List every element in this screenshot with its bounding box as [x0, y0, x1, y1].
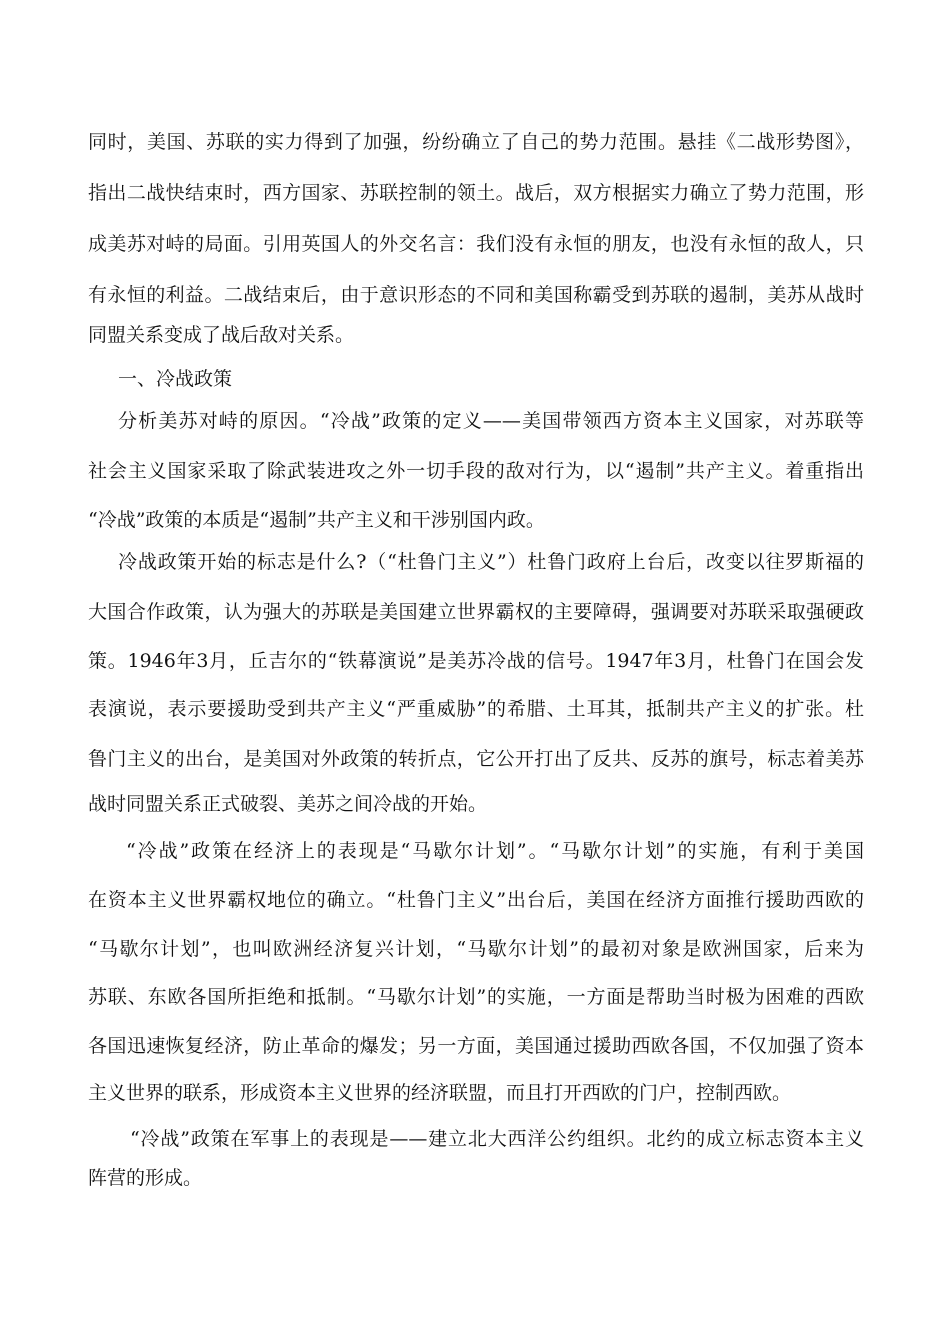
text-line: 策。1946年3月，丘吉尔的“铁幕演说”是美苏冷战的信号。1947年3月，杜鲁门在国会发 [88, 650, 864, 672]
text-line: 分析美苏对峙的原因。“冷战”政策的定义——美国带领西方资本主义国家，对苏联等 [118, 410, 864, 432]
text-line: 阵营的形成。 [88, 1167, 203, 1189]
text-line: 成美苏对峙的局面。引用英国人的外交名言：我们没有永恒的朋友，也没有永恒的敌人，只 [88, 233, 864, 255]
text-line: 同盟关系变成了战后敌对关系。 [88, 324, 355, 346]
text-line: “马歇尔计划”，也叫欧洲经济复兴计划，“马歇尔计划”的最初对象是欧洲国家，后来为 [88, 938, 864, 960]
text-line: 同时，美国、苏联的实力得到了加强，纷纷确立了自己的势力范围。悬挂《二战形势图》， [88, 131, 864, 153]
text-line: 有永恒的利益。二战结束后，由于意识形态的不同和美国称霸受到苏联的遏制，美苏从战时 [88, 284, 864, 306]
text-line: 社会主义国家采取了除武装进攻之外一切手段的敌对行为，以“遏制”共产主义。着重指出 [88, 460, 864, 482]
text-line: 苏联、东欧各国所拒绝和抵制。“马歇尔计划”的实施，一方面是帮助当时极为困难的西欧 [88, 986, 864, 1008]
text-line: 表演说，表示要援助受到共产主义“严重威胁”的希腊、土耳其，抵制共产主义的扩张。杜 [88, 698, 864, 720]
text-line: 主义世界的联系，形成资本主义世界的经济联盟，而且打开西欧的门户，控制西欧。 [88, 1082, 792, 1104]
section-heading: 一、冷战政策 [118, 368, 233, 390]
text-line: “冷战”政策在军事上的表现是——建立北大西洋公约组织。北约的成立标志资本主义 [130, 1128, 864, 1150]
text-line: 冷战政策开始的标志是什么?（“杜鲁门主义”）杜鲁门政府上台后，改变以往罗斯福的 [118, 551, 864, 573]
text-line: “冷战”政策在经济上的表现是“马歇尔计划”。“马歇尔计划”的实施，有利于美国 [126, 840, 864, 862]
text-line: 在资本主义世界霸权地位的确立。“杜鲁门主义”出台后，美国在经济方面推行援助西欧的 [88, 889, 864, 911]
text-line: 各国迅速恢复经济，防止革命的爆发；另一方面，美国通过援助西欧各国，不仅加强了资本 [88, 1035, 864, 1057]
text-line: 指出二战快结束时，西方国家、苏联控制的领土。战后，双方根据实力确立了势力范围，形 [88, 182, 864, 204]
text-line: 战时同盟关系正式破裂、美苏之间冷战的开始。 [88, 793, 488, 815]
text-line: 鲁门主义的出台，是美国对外政策的转折点，它公开打出了反共、反苏的旗号，标志着美苏 [88, 748, 864, 770]
text-line: 大国合作政策，认为强大的苏联是美国建立世界霸权的主要障碍，强调要对苏联采取强硬政 [88, 601, 864, 623]
text-line: “冷战”政策的本质是“遏制”共产主义和干涉别国内政。 [88, 509, 545, 531]
